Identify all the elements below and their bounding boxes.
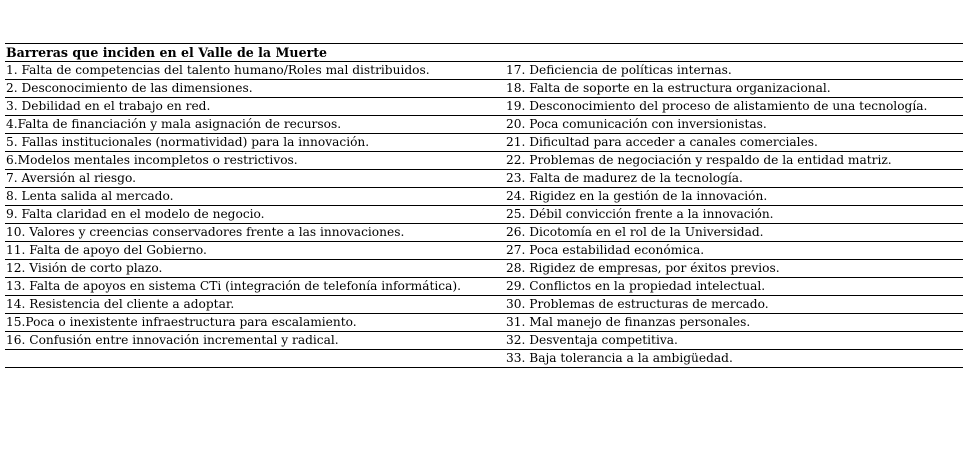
barrier-item-left: 10. Valores y creencias conservadores frente a las innovaciones. [5,224,505,242]
barrier-item-right: 21. Dificultad para acceder a canales comerciales. [505,134,963,152]
table-row [5,314,963,332]
table-row [5,278,963,296]
barrier-item-left: 5. Fallas institucionales (normatividad) para la innovación. [5,134,505,152]
barrier-item-left [5,350,505,368]
table-row [5,260,963,278]
barrier-item-right: 18. Falta de soporte en la estructura organizacional. [505,80,963,98]
barrier-item-right: 23. Falta de madurez de la tecnología. [505,170,963,188]
barrier-item-left: 15.Poca o inexistente infraestructura para escalamiento. [5,314,505,332]
barriers-table-body [5,44,963,368]
table-row [5,170,963,188]
table-row [5,350,963,368]
table-row [5,152,963,170]
table-title-row [5,44,963,62]
barrier-item-left: 3. Debilidad en el trabajo en red. [5,98,505,116]
barrier-item-right: 20. Poca comunicación con inversionistas. [505,116,963,134]
barrier-item-right: 31. Mal manejo de finanzas personales. [505,314,963,332]
table-row [5,134,963,152]
barriers-table [5,43,963,368]
table-row [5,98,963,116]
barrier-item-right: 30. Problemas de estructuras de mercado. [505,296,963,314]
barrier-item-right: 24. Rigidez en la gestión de la innovación. [505,188,963,206]
table-row [5,242,963,260]
table-row [5,332,963,350]
barrier-item-left: 12. Visión de corto plazo. [5,260,505,278]
barrier-item-left: 9. Falta claridad en el modelo de negocio. [5,206,505,224]
barrier-item-left: 13. Falta de apoyos en sistema CTi (integración de telefonía informática). [5,278,505,296]
barrier-item-right: 27. Poca estabilidad económica. [505,242,963,260]
table-row [5,206,963,224]
table-row [5,188,963,206]
barrier-item-right: 29. Conflictos en la propiedad intelectual. [505,278,963,296]
barrier-item-left: 7. Aversión al riesgo. [5,170,505,188]
barrier-item-right: 26. Dicotomía en el rol de la Universidad. [505,224,963,242]
barrier-item-left: 8. Lenta salida al mercado. [5,188,505,206]
barrier-item-right: 33. Baja tolerancia a la ambigüedad. [505,350,963,368]
barrier-item-left: 2. Desconocimiento de las dimensiones. [5,80,505,98]
barrier-item-left: 11. Falta de apoyo del Gobierno. [5,242,505,260]
barrier-item-right: 25. Débil convicción frente a la innovación. [505,206,963,224]
barrier-item-left: 4.Falta de financiación y mala asignación de recursos. [5,116,505,134]
barrier-item-left: 1. Falta de competencias del talento humano/Roles mal distribuidos. [5,62,505,80]
table-row [5,224,963,242]
table-row [5,80,963,98]
table-row [5,296,963,314]
barrier-item-right: 17. Deficiencia de políticas internas. [505,62,963,80]
barrier-item-right: 22. Problemas de negociación y respaldo de la entidad matriz. [505,152,963,170]
barrier-item-right: 19. Desconocimiento del proceso de alistamiento de una tecnología. [505,98,963,116]
barrier-item-right: 28. Rigidez de empresas, por éxitos previos. [505,260,963,278]
barrier-item-left: 16. Confusión entre innovación incremental y radical. [5,332,505,350]
barrier-item-left: 14. Resistencia del cliente a adoptar. [5,296,505,314]
barrier-item-right: 32. Desventaja competitiva. [505,332,963,350]
barrier-item-left: 6.Modelos mentales incompletos o restrictivos. [5,152,505,170]
table-title: Barreras que inciden en el Valle de la Muerte [5,44,963,62]
table-row [5,116,963,134]
table-row [5,62,963,80]
